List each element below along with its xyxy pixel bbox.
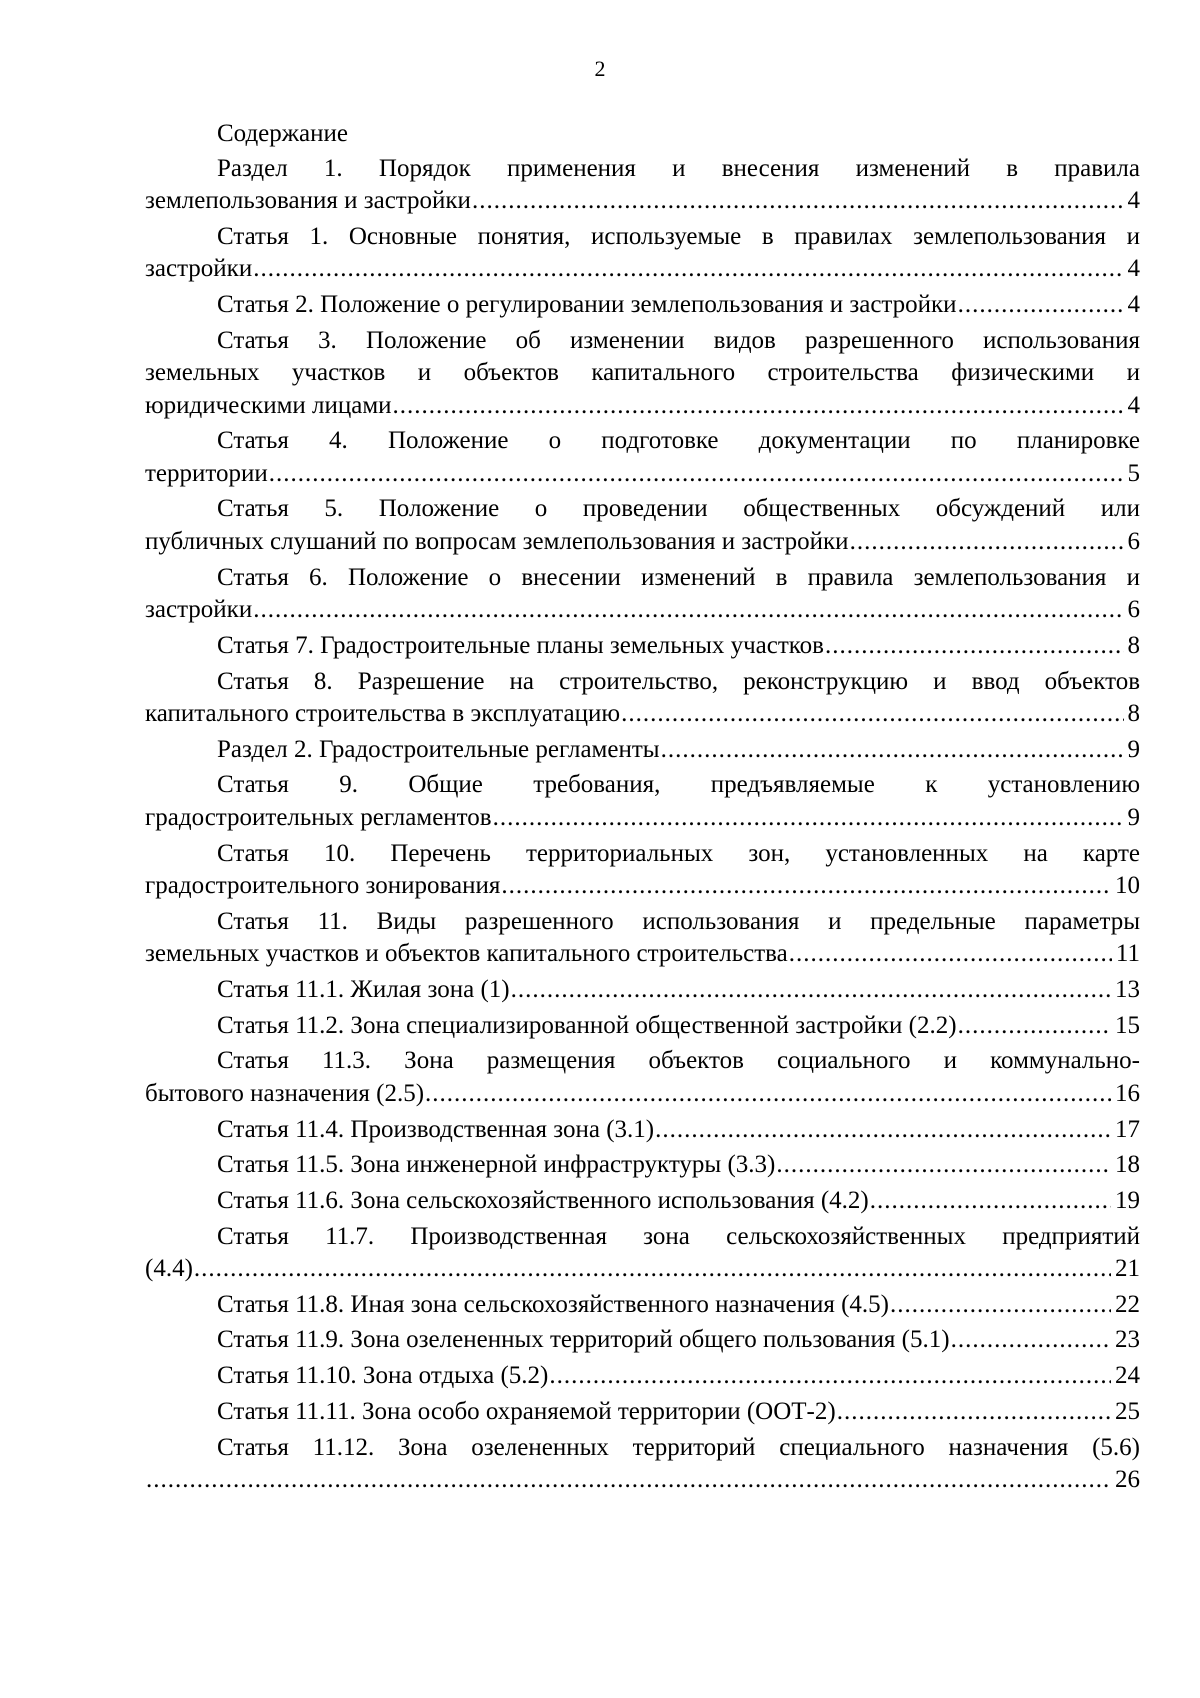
toc-entry-leader-line bbox=[145, 698, 1140, 731]
toc-entry-page: 24 bbox=[1115, 1362, 1140, 1390]
toc-entry-title: Статья 11.8. Иная зона сельскохозяйственного назначения (4.5) bbox=[217, 1290, 889, 1318]
toc-entry-title: Статья 11.10. Зона отдыха (5.2) bbox=[217, 1362, 549, 1390]
dot-leader bbox=[958, 289, 1124, 322]
toc-entry[interactable] bbox=[145, 769, 1140, 834]
toc-entry-leader-line bbox=[145, 253, 1140, 286]
dot-leader bbox=[501, 870, 1111, 903]
toc-entry-page: 4 bbox=[1127, 290, 1140, 318]
toc-entry-line: Статья 8. Разрешение на строительство, реконструкцию и ввод объектов bbox=[217, 667, 1140, 695]
toc-entry[interactable] bbox=[145, 153, 1140, 218]
toc-entry-leader-line bbox=[145, 1360, 1140, 1393]
dot-leader bbox=[776, 1149, 1111, 1182]
toc-entry-title: Статья 11.9. Зона озелененных территорий общего пользования (5.1) bbox=[217, 1326, 950, 1354]
dot-leader bbox=[655, 1114, 1111, 1147]
dot-leader bbox=[393, 390, 1124, 423]
dot-leader bbox=[789, 938, 1112, 971]
toc-entry-page: 23 bbox=[1115, 1326, 1140, 1354]
toc-entry-title: Статья 11.2. Зона специализированной общественной застройки (2.2) bbox=[217, 1011, 957, 1039]
toc-entry-title: Статья 11.6. Зона сельскохозяйственного использования (4.2) bbox=[217, 1186, 869, 1214]
toc-entry-leader-line bbox=[145, 390, 1140, 423]
toc-entry[interactable] bbox=[145, 1185, 1140, 1218]
toc-entry[interactable] bbox=[145, 1149, 1140, 1182]
toc-entry-line: Статья 3. Положение об изменении видов разрешенного использования bbox=[217, 326, 1140, 354]
toc-entry-leader-line bbox=[145, 1464, 1140, 1497]
toc-entry[interactable] bbox=[145, 1289, 1140, 1322]
dot-leader bbox=[837, 1396, 1111, 1429]
toc-entry-leader-line bbox=[145, 1324, 1140, 1357]
toc-entry[interactable] bbox=[145, 425, 1140, 490]
toc-entry-title: Статья 11.5. Зона инженерной инфраструктуры (3.3) bbox=[217, 1151, 776, 1179]
toc-entry-leader-line bbox=[145, 289, 1140, 322]
toc-entry-line: Статья 5. Положение о проведении общественных обсуждений или bbox=[217, 495, 1140, 523]
toc-entry[interactable] bbox=[145, 562, 1140, 627]
toc-entry-title: градостроительных регламентов bbox=[145, 803, 492, 831]
dot-leader bbox=[253, 253, 1123, 286]
toc-entry-leader-line bbox=[145, 1253, 1140, 1286]
dot-leader bbox=[269, 458, 1124, 491]
toc-entry-line: Статья 4. Положение о подготовке документации по планировке bbox=[217, 427, 1140, 455]
toc-entry-title: застройки bbox=[145, 596, 253, 624]
dot-leader bbox=[951, 1324, 1111, 1357]
toc-entry-title: Статья 11.11. Зона особо охраняемой территории (ООТ-2) bbox=[217, 1397, 836, 1425]
toc-entry[interactable] bbox=[145, 1114, 1140, 1147]
toc-entry-page: 22 bbox=[1115, 1290, 1140, 1318]
toc-entry-page: 5 bbox=[1127, 459, 1140, 487]
toc-entry-page: 4 bbox=[1127, 391, 1140, 419]
toc-entry-page: 10 bbox=[1115, 872, 1140, 900]
dot-leader bbox=[661, 734, 1124, 767]
page-number: 2 bbox=[594, 56, 606, 81]
toc-entry-leader-line bbox=[145, 594, 1140, 627]
toc-entry[interactable] bbox=[145, 493, 1140, 558]
dot-leader bbox=[549, 1360, 1111, 1393]
toc-entry-line: Статья 11.7. Производственная зона сельскохозяйственных предприятий bbox=[217, 1222, 1140, 1250]
toc-entry-line: земельных участков и объектов капитального строительства физическими и bbox=[145, 359, 1140, 387]
toc-entry-page: 26 bbox=[1115, 1466, 1140, 1493]
toc-entry-line: Статья 9. Общие требования, предъявляемые к установлению bbox=[217, 771, 1140, 799]
toc-entry-page: 18 bbox=[1115, 1151, 1140, 1179]
toc-entry-page: 4 bbox=[1127, 187, 1140, 214]
toc-entry-leader-line bbox=[145, 1289, 1140, 1322]
toc-entry-page: 25 bbox=[1115, 1397, 1140, 1425]
toc-entry[interactable] bbox=[145, 1396, 1140, 1429]
toc-entry[interactable] bbox=[145, 1432, 1140, 1497]
toc-entry-leader-line bbox=[145, 1149, 1140, 1182]
toc-entry-leader-line bbox=[145, 1396, 1140, 1429]
toc-title: Содержание bbox=[217, 120, 348, 147]
dot-leader bbox=[511, 974, 1111, 1007]
toc-entry[interactable] bbox=[145, 838, 1140, 903]
toc-entry[interactable] bbox=[145, 974, 1140, 1007]
toc-entry-leader-line bbox=[145, 1185, 1140, 1218]
toc-entry-title: застройки bbox=[145, 255, 253, 283]
toc-entry[interactable] bbox=[145, 1045, 1140, 1110]
toc-entry[interactable] bbox=[145, 325, 1140, 423]
toc-entries bbox=[145, 153, 1140, 1497]
dot-leader bbox=[146, 1464, 1111, 1497]
dot-leader bbox=[425, 1078, 1111, 1111]
toc-entry-line: Статья 11.3. Зона размещения объектов социального и коммунально- bbox=[217, 1047, 1140, 1075]
toc-entry-line: Статья 11.12. Зона озелененных территорий специального назначения (5.6) bbox=[217, 1433, 1140, 1461]
toc-entry-page: 9 bbox=[1127, 735, 1140, 763]
toc-entry-leader-line bbox=[145, 1010, 1140, 1043]
toc-entry[interactable] bbox=[145, 1360, 1140, 1393]
toc-entry[interactable] bbox=[145, 1221, 1140, 1286]
dot-leader bbox=[890, 1289, 1111, 1322]
toc-entry-page: 8 bbox=[1127, 700, 1140, 727]
toc-entry-page: 8 bbox=[1127, 631, 1140, 659]
toc-entry-page: 15 bbox=[1115, 1011, 1140, 1039]
toc-entry-title: Статья 11.4. Производственная зона (3.1) bbox=[217, 1115, 655, 1143]
toc-entry-title: градостроительного зонирования bbox=[145, 872, 501, 900]
toc-entry-title: территории bbox=[145, 459, 268, 487]
dot-leader bbox=[825, 630, 1124, 663]
toc-entry[interactable] bbox=[145, 1324, 1140, 1357]
toc-entry-leader-line bbox=[145, 1114, 1140, 1147]
dot-leader bbox=[621, 698, 1123, 731]
toc-entry-title: землепользования и застройки bbox=[145, 187, 471, 214]
toc-entry-title: публичных слушаний по вопросам землепользования и застройки bbox=[145, 527, 849, 555]
dot-leader bbox=[194, 1253, 1111, 1286]
toc-entry-title: Статья 2. Положение о регулировании землепользования и застройки bbox=[217, 290, 957, 318]
toc-entry-title: Статья 11.1. Жилая зона (1) bbox=[217, 975, 510, 1003]
toc-entry[interactable] bbox=[145, 666, 1140, 731]
toc-entry-page: 6 bbox=[1127, 527, 1140, 555]
toc-entry-leader-line bbox=[145, 734, 1140, 767]
table-of-contents bbox=[145, 118, 1140, 1500]
toc-entry-page: 16 bbox=[1115, 1079, 1140, 1107]
toc-entry-page: 9 bbox=[1127, 803, 1140, 831]
toc-entry-title: капитального строительства в эксплуатацию bbox=[145, 700, 621, 727]
toc-entry-leader-line bbox=[145, 802, 1140, 835]
toc-entry-title: юридическими лицами bbox=[145, 391, 392, 419]
toc-entry-leader-line bbox=[145, 870, 1140, 903]
toc-entry-page: 19 bbox=[1115, 1186, 1140, 1214]
toc-entry-leader-line bbox=[145, 1078, 1140, 1111]
toc-entry[interactable] bbox=[145, 906, 1140, 971]
toc-entry-title: земельных участков и объектов капитального строительства bbox=[145, 940, 788, 968]
toc-entry-page: 21 bbox=[1115, 1255, 1140, 1283]
toc-entry[interactable] bbox=[145, 734, 1140, 767]
dot-leader bbox=[870, 1185, 1111, 1218]
toc-entry[interactable] bbox=[145, 1010, 1140, 1043]
toc-entry[interactable] bbox=[145, 221, 1140, 286]
toc-entry-page: 11 bbox=[1115, 940, 1140, 968]
toc-entry-line: Статья 11. Виды разрешенного использования и предельные параметры bbox=[217, 907, 1140, 935]
dot-leader bbox=[472, 185, 1124, 218]
dot-leader bbox=[493, 802, 1124, 835]
toc-entry-page: 6 bbox=[1127, 596, 1140, 624]
toc-entry-leader-line bbox=[145, 974, 1140, 1007]
toc-entry-line: Статья 10. Перечень территориальных зон, установленных на карте bbox=[217, 839, 1140, 867]
toc-entry-page: 4 bbox=[1127, 255, 1140, 283]
dot-leader bbox=[850, 526, 1124, 559]
toc-entry-leader-line bbox=[145, 630, 1140, 663]
toc-entry-title: бытового назначения (2.5) bbox=[145, 1079, 425, 1107]
toc-entry-page: 13 bbox=[1115, 975, 1140, 1003]
toc-entry-line: Статья 6. Положение о внесении изменений в правила землепользования и bbox=[217, 563, 1140, 591]
toc-entry-line: Раздел 1. Порядок применения и внесения изменений в правила bbox=[217, 154, 1140, 182]
toc-entry-leader-line bbox=[145, 185, 1140, 218]
toc-entry-title: Статья 7. Градостроительные планы земельных участков bbox=[217, 631, 824, 659]
toc-entry-title: Раздел 2. Градостроительные регламенты bbox=[217, 735, 660, 763]
dot-leader bbox=[958, 1010, 1111, 1043]
toc-entry-line: Статья 1. Основные понятия, используемые в правилах землепользования и bbox=[217, 222, 1140, 250]
toc-entry-leader-line bbox=[145, 938, 1140, 971]
dot-leader bbox=[253, 594, 1123, 627]
toc-entry-leader-line bbox=[145, 526, 1140, 559]
toc-entry[interactable] bbox=[145, 289, 1140, 322]
toc-entry-page: 17 bbox=[1115, 1115, 1140, 1143]
toc-entry[interactable] bbox=[145, 630, 1140, 663]
toc-entry-leader-line bbox=[145, 458, 1140, 491]
toc-entry-title: (4.4) bbox=[145, 1255, 193, 1283]
